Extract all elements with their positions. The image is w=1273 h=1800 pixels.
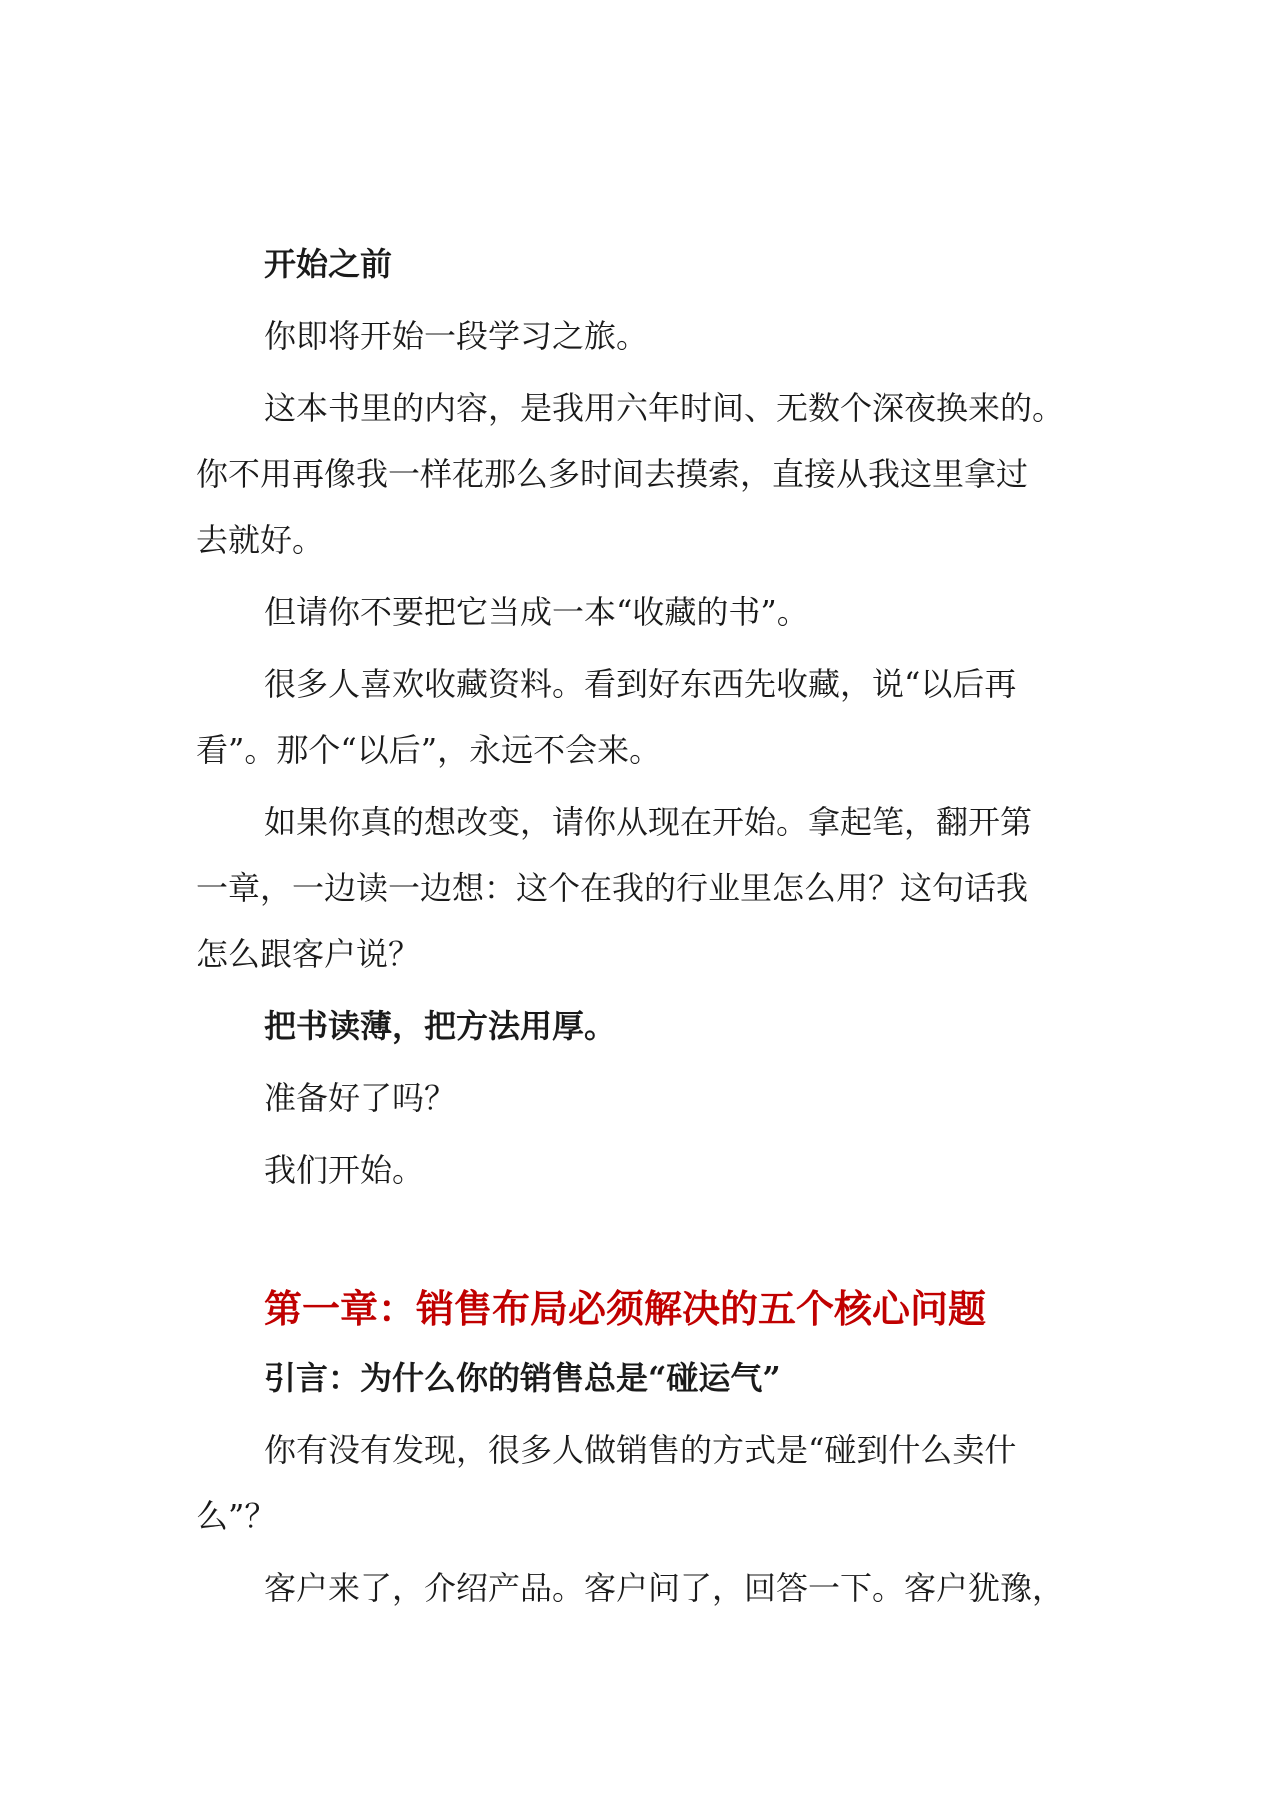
preface-paragraph-3: 但请你不要把它当成一本“收藏的书”。 — [264, 593, 809, 631]
chapter-paragraph-2-line-1: 客户来了，介绍产品。客户问了，回答一下。客户犹豫， — [264, 1569, 1065, 1607]
preface-paragraph-5-line-1: 如果你真的想改变，请你从现在开始。拿起笔，翻开第 — [264, 803, 1033, 841]
preface-paragraph-4-line-2: 看”。那个“以后”，永远不会来。 — [196, 731, 662, 769]
preface-motto: 把书读薄，把方法用厚。 — [264, 1007, 617, 1045]
preface-title: 开始之前 — [264, 245, 393, 283]
preface-paragraph-7: 我们开始。 — [264, 1151, 425, 1189]
preface-paragraph-2-line-3: 去就好。 — [196, 521, 325, 559]
chapter-title: 第一章：销售布局必须解决的五个核心问题 — [264, 1286, 987, 1331]
preface-paragraph-1: 你即将开始一段学习之旅。 — [264, 317, 649, 355]
chapter-paragraph-1-line-2: 么”？ — [196, 1497, 277, 1535]
preface-paragraph-4-line-1: 很多人喜欢收藏资料。看到好东西先收藏，说“以后再 — [264, 665, 1017, 703]
preface-paragraph-2-line-1: 这本书里的内容，是我用六年时间、无数个深夜换来的。 — [264, 389, 1065, 427]
preface-paragraph-2-line-2: 你不用再像我一样花那么多时间去摸索，直接从我这里拿过 — [196, 455, 1029, 493]
preface-paragraph-5-line-2: 一章，一边读一边想：这个在我的行业里怎么用？这句话我 — [196, 869, 1029, 907]
preface-paragraph-6: 准备好了吗？ — [264, 1079, 457, 1117]
chapter-intro-heading: 引言：为什么你的销售总是“碰运气” — [264, 1359, 781, 1397]
document-page — [196, 0, 1088, 1800]
chapter-paragraph-1-line-1: 你有没有发现，很多人做销售的方式是“碰到什么卖什 — [264, 1431, 1017, 1469]
preface-paragraph-5-line-3: 怎么跟客户说？ — [196, 935, 421, 973]
